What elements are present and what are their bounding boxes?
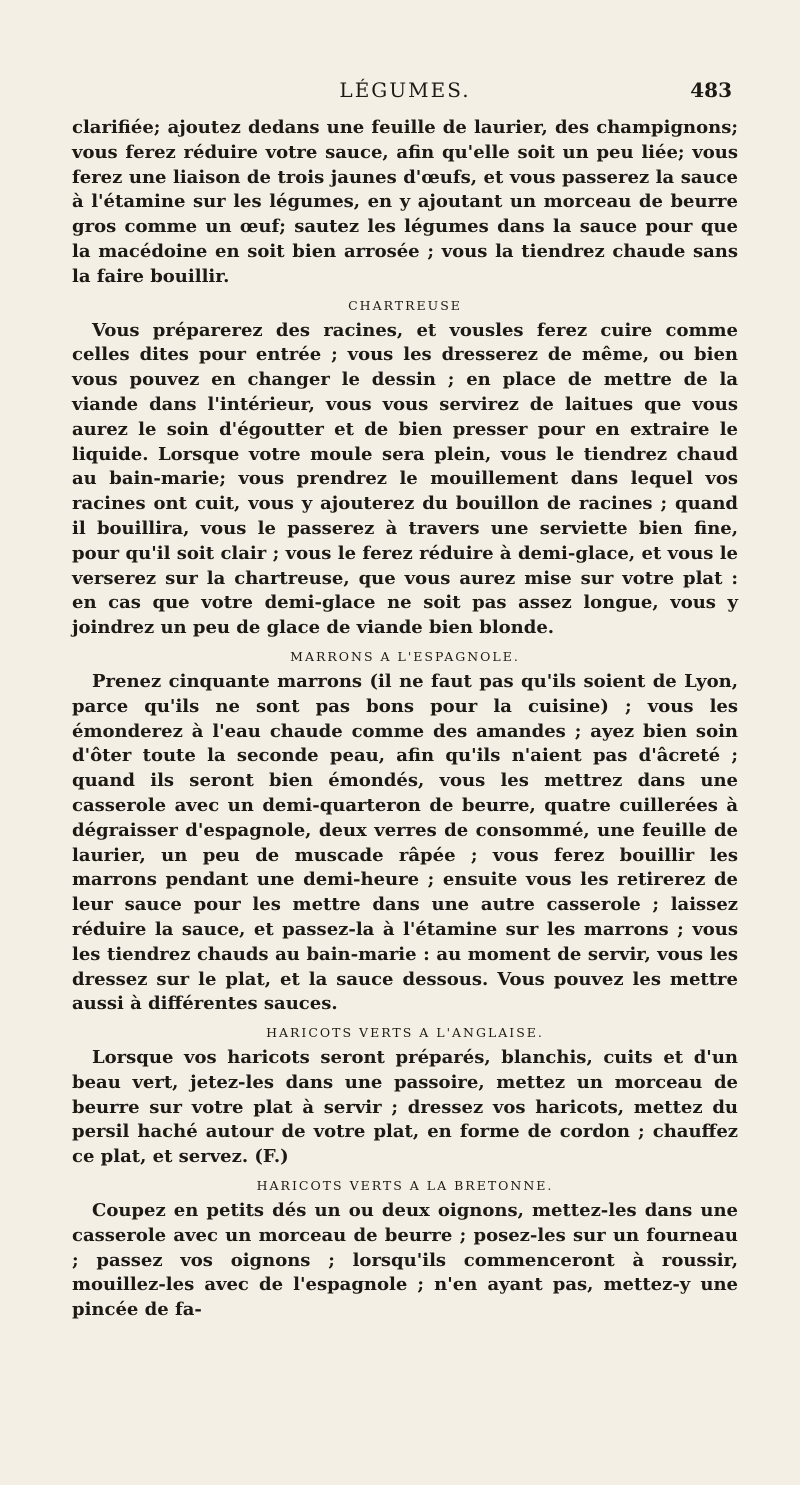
heading-haricots-anglaise: HARICOTS VERTS A L'ANGLAISE.: [266, 1025, 544, 1041]
page-number: 483: [690, 78, 732, 102]
paragraph-macedoine-end: clarifiée; ajoutez dedans une feuille de laurier, des champignons; vous ferez réduire votre sauce, afin qu'elle soit un peu liée; vous ferez une liaison de trois jaunes d'œufs, et vous passerez la sauce à l'étamine sur les légumes, en y ajoutant un morceau de beurre gros comme un œuf; sautez les légumes dans la sauce pour que la macédoine en soit bien arrosée ; vous la tiendrez chaude sans la faire bouillir.: [72, 117, 738, 287]
running-title: LÉGUMES.: [339, 78, 471, 102]
paragraph-marrons: Prenez cinquante marrons (il ne faut pas qu'ils soient de Lyon, parce qu'ils ne sont pas bons pour la cuisine) ; vous les émonderez à l'eau chaude comme des amandes ; ayez bien soin d'ôter toute la seconde peau, afin qu'ils n'aient pas d'âcreté ; quand ils seront bien émondés, vous les mettrez dans une casserole avec un demi-quarteron de beurre, quatre cuillerées à dégraisser d'espagnole, deux verres de consommé, une feuille de laurier, un peu de muscade râpée ; vous ferez bouillir les marrons pendant une demi-heure ; ensuite vous les retirerez de leur sauce pour les mettre dans une autre casserole ; laissez réduire la sauce, et passez-la à l'étamine sur les marrons ; vous les tiendrez chauds au bain-marie : au moment de servir, vous les dressez sur le plat, et la sauce dessous. Vous pouvez les mettre aussi à différentes sauces.: [72, 670, 738, 1015]
document-page: [72, 78, 738, 1323]
running-header: [72, 78, 738, 110]
heading-marrons: MARRONS A L'ESPAGNOLE.: [290, 648, 520, 664]
heading-chartreuse: CHARTREUSE: [348, 297, 462, 313]
paragraph-chartreuse: Vous préparerez des racines, et vousles ferez cuire comme celles dites pour entrée ; vous les dresserez de même, ou bien vous pouvez en changer le dessin ; en place de mettre de la viande dans l'intérieur, vous vous servirez de laitues que vous aurez le soin d'égoutter et de bien presser pour en extraire le liquide. Lorsque votre moule sera plein, vous le tiendrez chaud au bain-marie; vous prendrez le mouillement dans lequel vos racines ont cuit, vous y ajouterez du bouillon de racines ; quand il bouillira, vous le passerez à travers une serviette bien fine, pour qu'il soit clair ; vous le ferez réduire à demi-glace, et vous le verserez sur la chartreuse, que vous aurez mise sur votre plat : en cas que votre demi-glace ne soit pas assez longue, vous y joindrez un peu de glace de viande bien blonde.: [72, 319, 738, 639]
heading-haricots-bretonne: HARICOTS VERTS A LA BRETONNE.: [256, 1178, 554, 1194]
paragraph-haricots-bretonne: Coupez en petits dés un ou deux oignons, mettez-les dans une casserole avec un morceau de beurre ; posez-les sur un fourneau ; passez vos oignons ; lorsqu'ils commenceront à roussir, mouillez-les avec de l'espagnole ; n'en ayant pas, mettez-y une pincée de fa-: [72, 1200, 738, 1321]
paragraph-haricots-anglaise: Lorsque vos haricots seront préparés, blanchis, cuits et d'un beau vert, jetez-les dans une passoire, mettez un morceau de beurre sur votre plat à servir ; dressez vos haricots, mettez du persil haché autour de votre plat, en forme de cordon ; chauffez ce plat, et servez. (F.): [72, 1047, 738, 1168]
